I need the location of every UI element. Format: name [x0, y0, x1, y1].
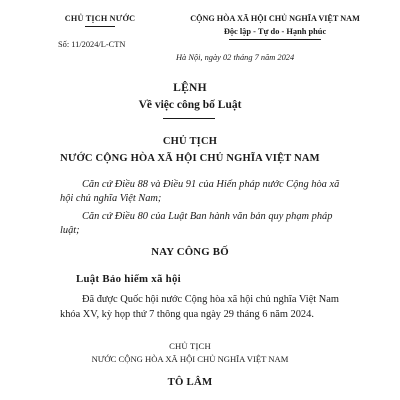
national-header [166, 14, 384, 40]
legal-basis-2: Căn cứ Điều 80 của Luật Ban hành văn bản quy phạm pháp luật; [60, 211, 333, 236]
signer-name: TÔ LÂM [167, 376, 213, 388]
issuer-underline [85, 26, 115, 27]
proclamation-heading: NAY CÔNG BỐ [151, 246, 229, 258]
document-subject: Về việc công bố Luật [138, 99, 242, 111]
authority-title: CHỦ TỊCH [162, 136, 218, 147]
issuer-name: CHỦ TỊCH NƯỚC [64, 14, 136, 23]
issuer-block [52, 14, 148, 27]
title-underline [163, 118, 215, 119]
adoption-statement: Đã được Quốc hội nước Cộng hòa xã hội chủ nghĩa Việt Nam khóa XV, kỳ họp thứ 7 thông qua ngày 29 tháng 6 năm 2024. [60, 294, 339, 320]
law-name: Luật Bảo hiểm xã hội [76, 273, 181, 285]
document-type: LỆNH [173, 82, 207, 94]
nation-name: CỘNG HÒA XÃ HỘI CHỦ NGHĨA VIỆT NAM [190, 14, 360, 23]
motto-underline [229, 39, 321, 40]
national-motto: Độc lập - Tự do - Hạnh phúc [223, 27, 327, 36]
signer-title: CHỦ TỊCH [169, 341, 211, 351]
place-and-date: Hà Nội, ngày 02 tháng 7 năm 2024 [176, 53, 295, 62]
authority-state: NƯỚC CỘNG HÒA XÃ HỘI CHỦ NGHĨA VIỆT NAM [60, 153, 320, 164]
legal-basis-1: Căn cứ Điều 88 và Điều 91 của Hiến pháp nước Cộng hòa xã hội chủ nghĩa Việt Nam; [60, 179, 340, 204]
document-number: Số: 11/2024/L-CTN [58, 40, 126, 49]
signer-state: NƯỚC CỘNG HÒA XÃ HỘI CHỦ NGHĨA VIỆT NAM [91, 354, 289, 364]
